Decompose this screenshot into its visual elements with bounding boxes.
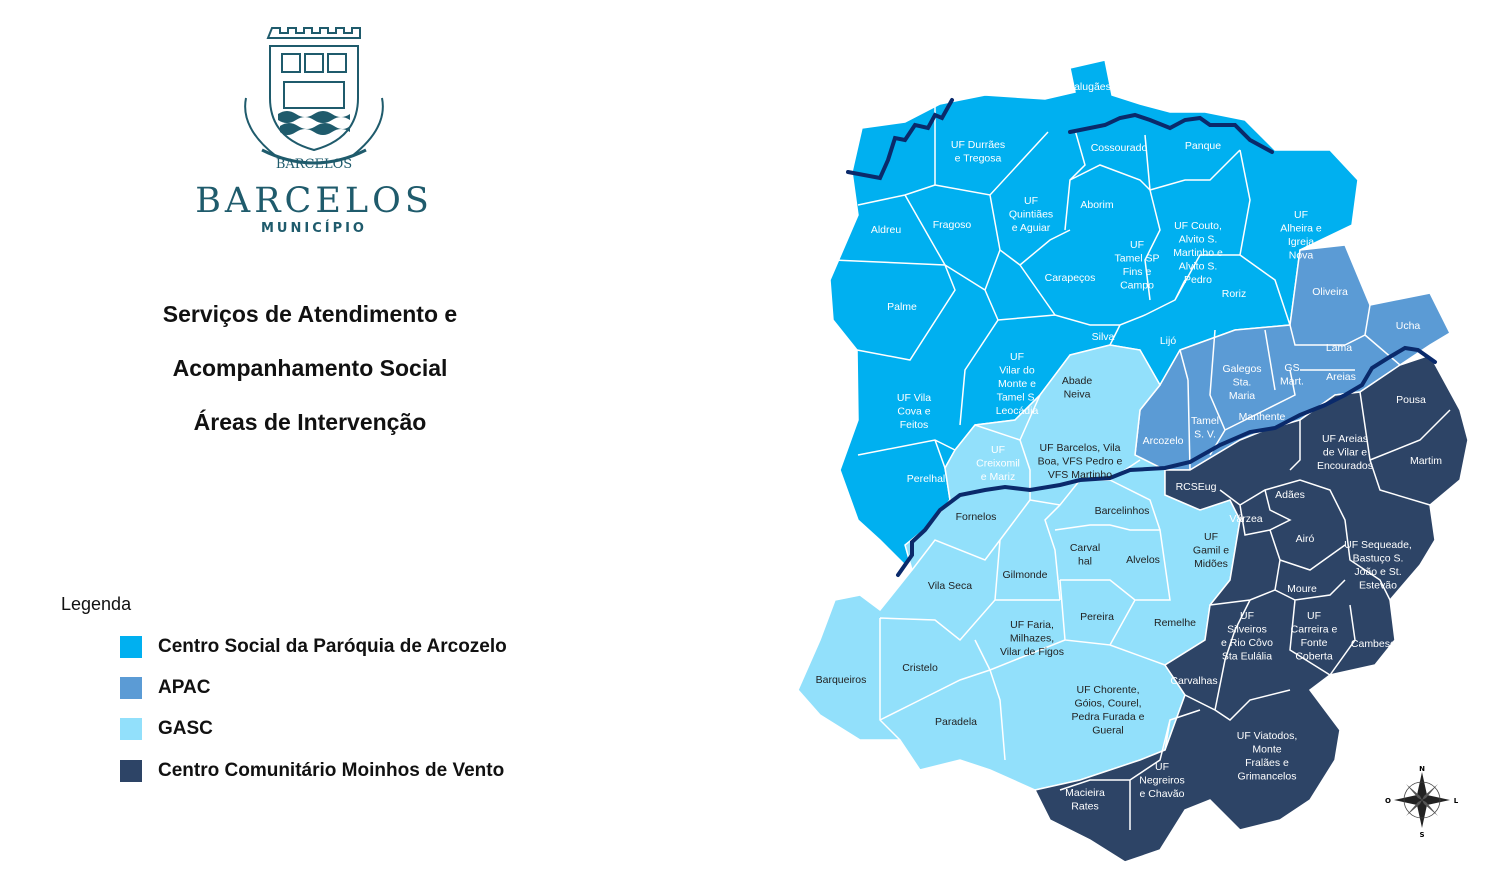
parish-label: UF Sequeade, Bastuço S. João e St. Estevão <box>1344 539 1412 592</box>
parish-label: Paradela <box>934 716 978 728</box>
parish-label: UF Alheira e Igreja Nova <box>1280 209 1322 262</box>
parish-label: Carapeços <box>1044 272 1096 284</box>
parish-label: Adães <box>1275 489 1305 501</box>
parish-label: Palme <box>887 301 917 313</box>
parish-label: Alvelos <box>1126 554 1160 566</box>
parish-label: Manhente <box>1238 411 1286 423</box>
parish-label: UF Creixomil e Mariz <box>976 444 1020 483</box>
legend-label: Centro Comunitário Moinhos de Vento <box>158 760 505 781</box>
parish-label: UF Quintiães e Aguiar <box>1008 195 1054 234</box>
legend-label: GASC <box>158 718 213 739</box>
parish-label: Fragoso <box>932 219 972 231</box>
parish-label: Macieira Rates <box>1065 787 1105 813</box>
parish-label: UF Tamel SP Fins e Campo <box>1114 239 1160 292</box>
logo-subtitle: MUNICÍPIO <box>260 221 367 236</box>
parish-label: Vila Seca <box>927 580 973 592</box>
parish-label: Galegos Sta. Maria <box>1222 363 1262 402</box>
parish-label: UF Gamil e Midões <box>1192 531 1230 570</box>
parish-label: Gilmonde <box>1002 569 1048 581</box>
title-line-1: Serviços de Atendimento e <box>162 301 458 327</box>
parish-label: GS Mart. <box>1280 362 1304 388</box>
parish-label: Ucha <box>1395 320 1421 332</box>
parish-label: Barqueiros <box>815 674 867 686</box>
parish-label: Perelhal <box>906 473 946 485</box>
parish-label: Roriz <box>1221 288 1247 300</box>
parish-label: UF Areias de Vilar e Encourados <box>1316 433 1374 472</box>
title-line-2: Acompanhamento Social <box>172 355 448 381</box>
parish-label: Aldreu <box>870 224 902 236</box>
parish-label: UF Silveiros e Rio Côvo Sta Eulália <box>1221 610 1273 663</box>
parish-label: UF Barcelos, Vila Boa, VFS Pedro e VFS Martinho <box>1037 442 1123 481</box>
parish-label: Barcelinhos <box>1094 505 1150 517</box>
compass-rose-icon <box>1385 765 1459 839</box>
legend-label: APAC <box>158 677 211 698</box>
parish-label: Tamel S. V. <box>1190 415 1220 441</box>
parish-label: Airó <box>1295 533 1315 545</box>
parish-label: Fornelos <box>955 511 997 523</box>
parish-label: UF Negreiros e Chavão <box>1139 761 1185 800</box>
parish-label: Várzea <box>1229 513 1263 525</box>
parish-label: Cambeses <box>1350 638 1402 650</box>
parish-label: Lijó <box>1159 335 1177 347</box>
parish-label: Balugães <box>1067 81 1111 93</box>
svg-text:L: L <box>1453 797 1459 805</box>
parish-label: Lama <box>1325 342 1353 354</box>
parish-label: UF Viatodos, Monte Fralães e Grimancelos <box>1236 730 1298 783</box>
parish-label: Aborim <box>1080 199 1114 211</box>
parish-label: Pereira <box>1080 611 1114 623</box>
parish-label: UF Chorente, Góios, Courel, Pedra Furada e Gueral <box>1071 684 1145 737</box>
parish-label: Arcozelo <box>1142 435 1184 447</box>
title-line-3: Áreas de Intervenção <box>193 409 427 435</box>
logo-wordmark: BARCELOS <box>195 181 433 221</box>
parish-label: Martim <box>1409 455 1443 467</box>
parish-label: Panque <box>1184 140 1222 152</box>
parish-label: Oliveira <box>1312 286 1348 298</box>
legend-label: Centro Social da Paróquia de Arcozelo <box>158 636 507 657</box>
svg-text:BARCELOS: BARCELOS <box>275 157 353 172</box>
svg-text:S: S <box>1419 831 1425 839</box>
parish-label: RCSEug <box>1175 481 1217 493</box>
svg-text:N: N <box>1419 765 1425 773</box>
parish-label: UF Durrães e Tregosa <box>950 139 1006 165</box>
parish-label: Abade Neiva <box>1061 375 1093 401</box>
parish-label: UF Carreira e Fonte Coberta <box>1290 610 1338 663</box>
parish-label: Areias <box>1326 371 1356 383</box>
parish-label: UF Faria, Milhazes, Vilar de Figos <box>999 619 1065 658</box>
parish-label: Cossourado <box>1090 142 1148 154</box>
parish-label: UF Vila Cova e Feitos <box>896 392 932 431</box>
parish-label: Pousa <box>1396 394 1426 406</box>
parish-label: Moure <box>1287 583 1317 595</box>
parish-label: Carval hal <box>1069 542 1101 568</box>
parish-label: UF Vilar do Monte e Tamel S. Leocádia <box>995 351 1039 417</box>
parish-label: Cristelo <box>902 662 938 674</box>
parish-label: UF Couto, Alvito S. Martinho e Alvito S. Pedro <box>1173 220 1223 286</box>
parish-label: Remelhe <box>1153 617 1197 629</box>
svg-text:O: O <box>1385 797 1391 805</box>
legend-title: Legenda <box>61 594 132 614</box>
parish-label: Carvalhas <box>1170 675 1218 687</box>
parish-label: Silva <box>1091 331 1115 343</box>
